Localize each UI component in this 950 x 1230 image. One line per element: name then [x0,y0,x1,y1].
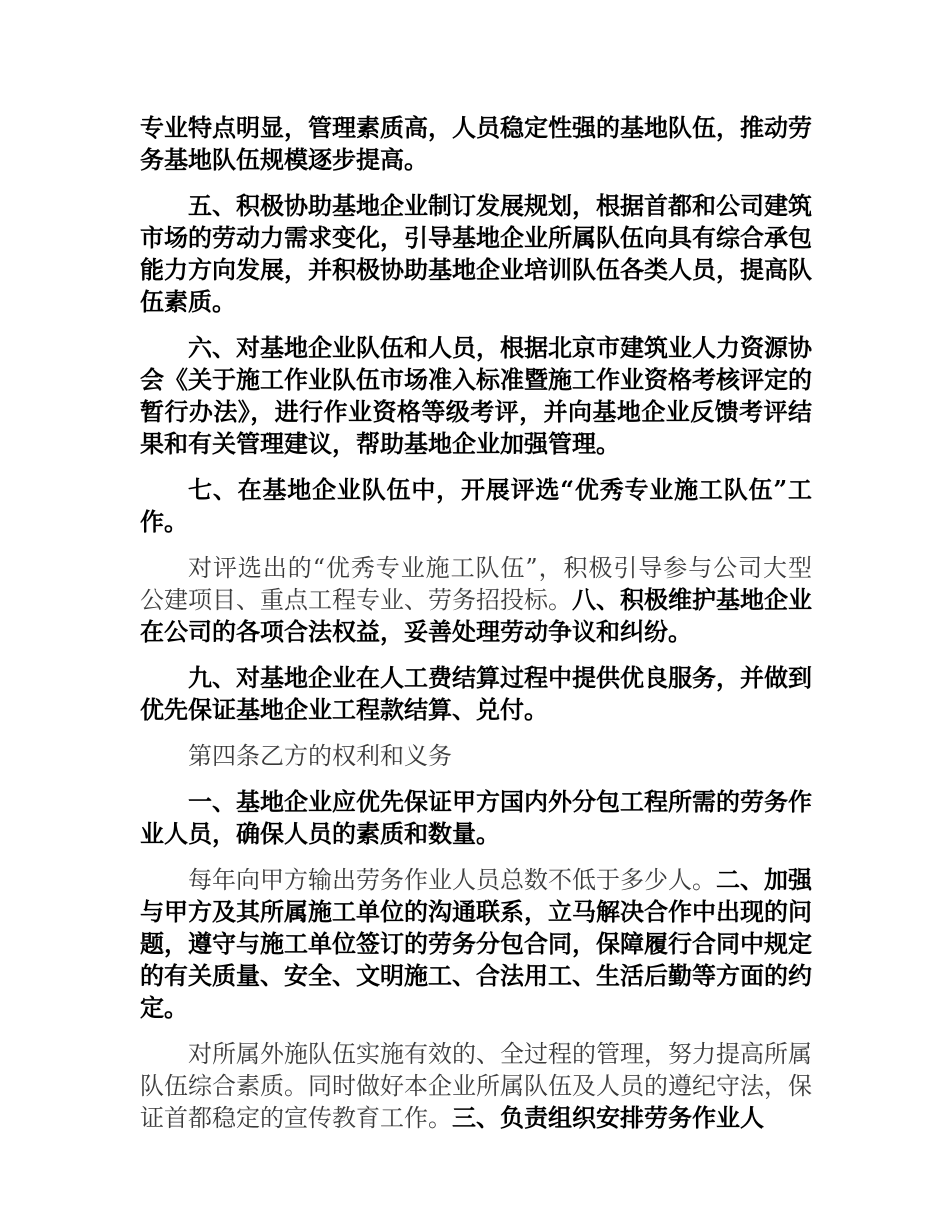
text-team-management: 对所属外施队伍实施有效的、全过程的管理，努力提高所属队伍综合素质。同时做好本企业所属队伍及人员的遵纪守法，保证首都稳定的宣传教育工作。 [140,1040,812,1132]
text-annual-output: 每年向甲方输出劳务作业人员总数不低于多少人。 [188,866,716,894]
text-excellent-teams-guidance: 对评选出的“优秀专业施工队伍”，积极引导参与公司大型公建项目、重点工程专业、劳务招投标。 [140,554,812,614]
paragraph-annual-output [140,864,812,1024]
text-item-eight: 八、积极维护基地企业在公司的各项合法权益，妥善处理劳动争议和纠纷。 [140,585,812,646]
paragraph-team-quality: 专业特点明显，管理素质高，人员稳定性强的基地队伍，推动劳务基地队伍规模逐步提高。 [140,113,812,174]
document-page [140,112,812,1148]
text-b-item-two: 二、加强与甲方及其所属施工单位的沟通联系，立马解决合作中出现的问题，遵守与施工单位签订的劳务分包合同，保障履行合同中规定的有关质量、安全、文明施工、合法用工、生活后勤等方面的约定。 [140,865,812,1022]
paragraph-team-management [140,1038,812,1134]
section-heading-article-four: 第四条乙方的权利和义务 [188,742,452,770]
paragraph-b-item-one: 一、基地企业应优先保证甲方国内外分包工程所需的劳务作业人员，确保人员的素质和数量。 [140,787,812,848]
text-b-item-three: 三、负责组织安排劳务作业人 [452,1103,764,1132]
paragraph-item-seven: 七、在基地企业队伍中，开展评选“优秀专业施工队伍”工作。 [140,475,812,536]
paragraph-item-six: 六、对基地企业队伍和人员，根据北京市建筑业人力资源协会《关于施工作业队伍市场准入标准暨施工作业资格考核评定的暂行办法》，进行作业资格等级考评，并向基地企业反馈考评结果和有关管理建议，帮助基地企业加强管理。 [140,333,812,458]
paragraph-item-nine: 九、对基地企业在人工费结算过程中提供优良服务，并做到优先保证基地企业工程款结算、兑付。 [140,663,812,724]
paragraph-excellent-teams [140,552,812,648]
paragraph-item-five: 五、积极协助基地企业制订发展规划，根据首都和公司建筑市场的劳动力需求变化，引导基地企业所属队伍向具有综合承包能力方向发展，并积极协助基地企业培训队伍各类人员，提高队伍素质。 [140,191,812,316]
